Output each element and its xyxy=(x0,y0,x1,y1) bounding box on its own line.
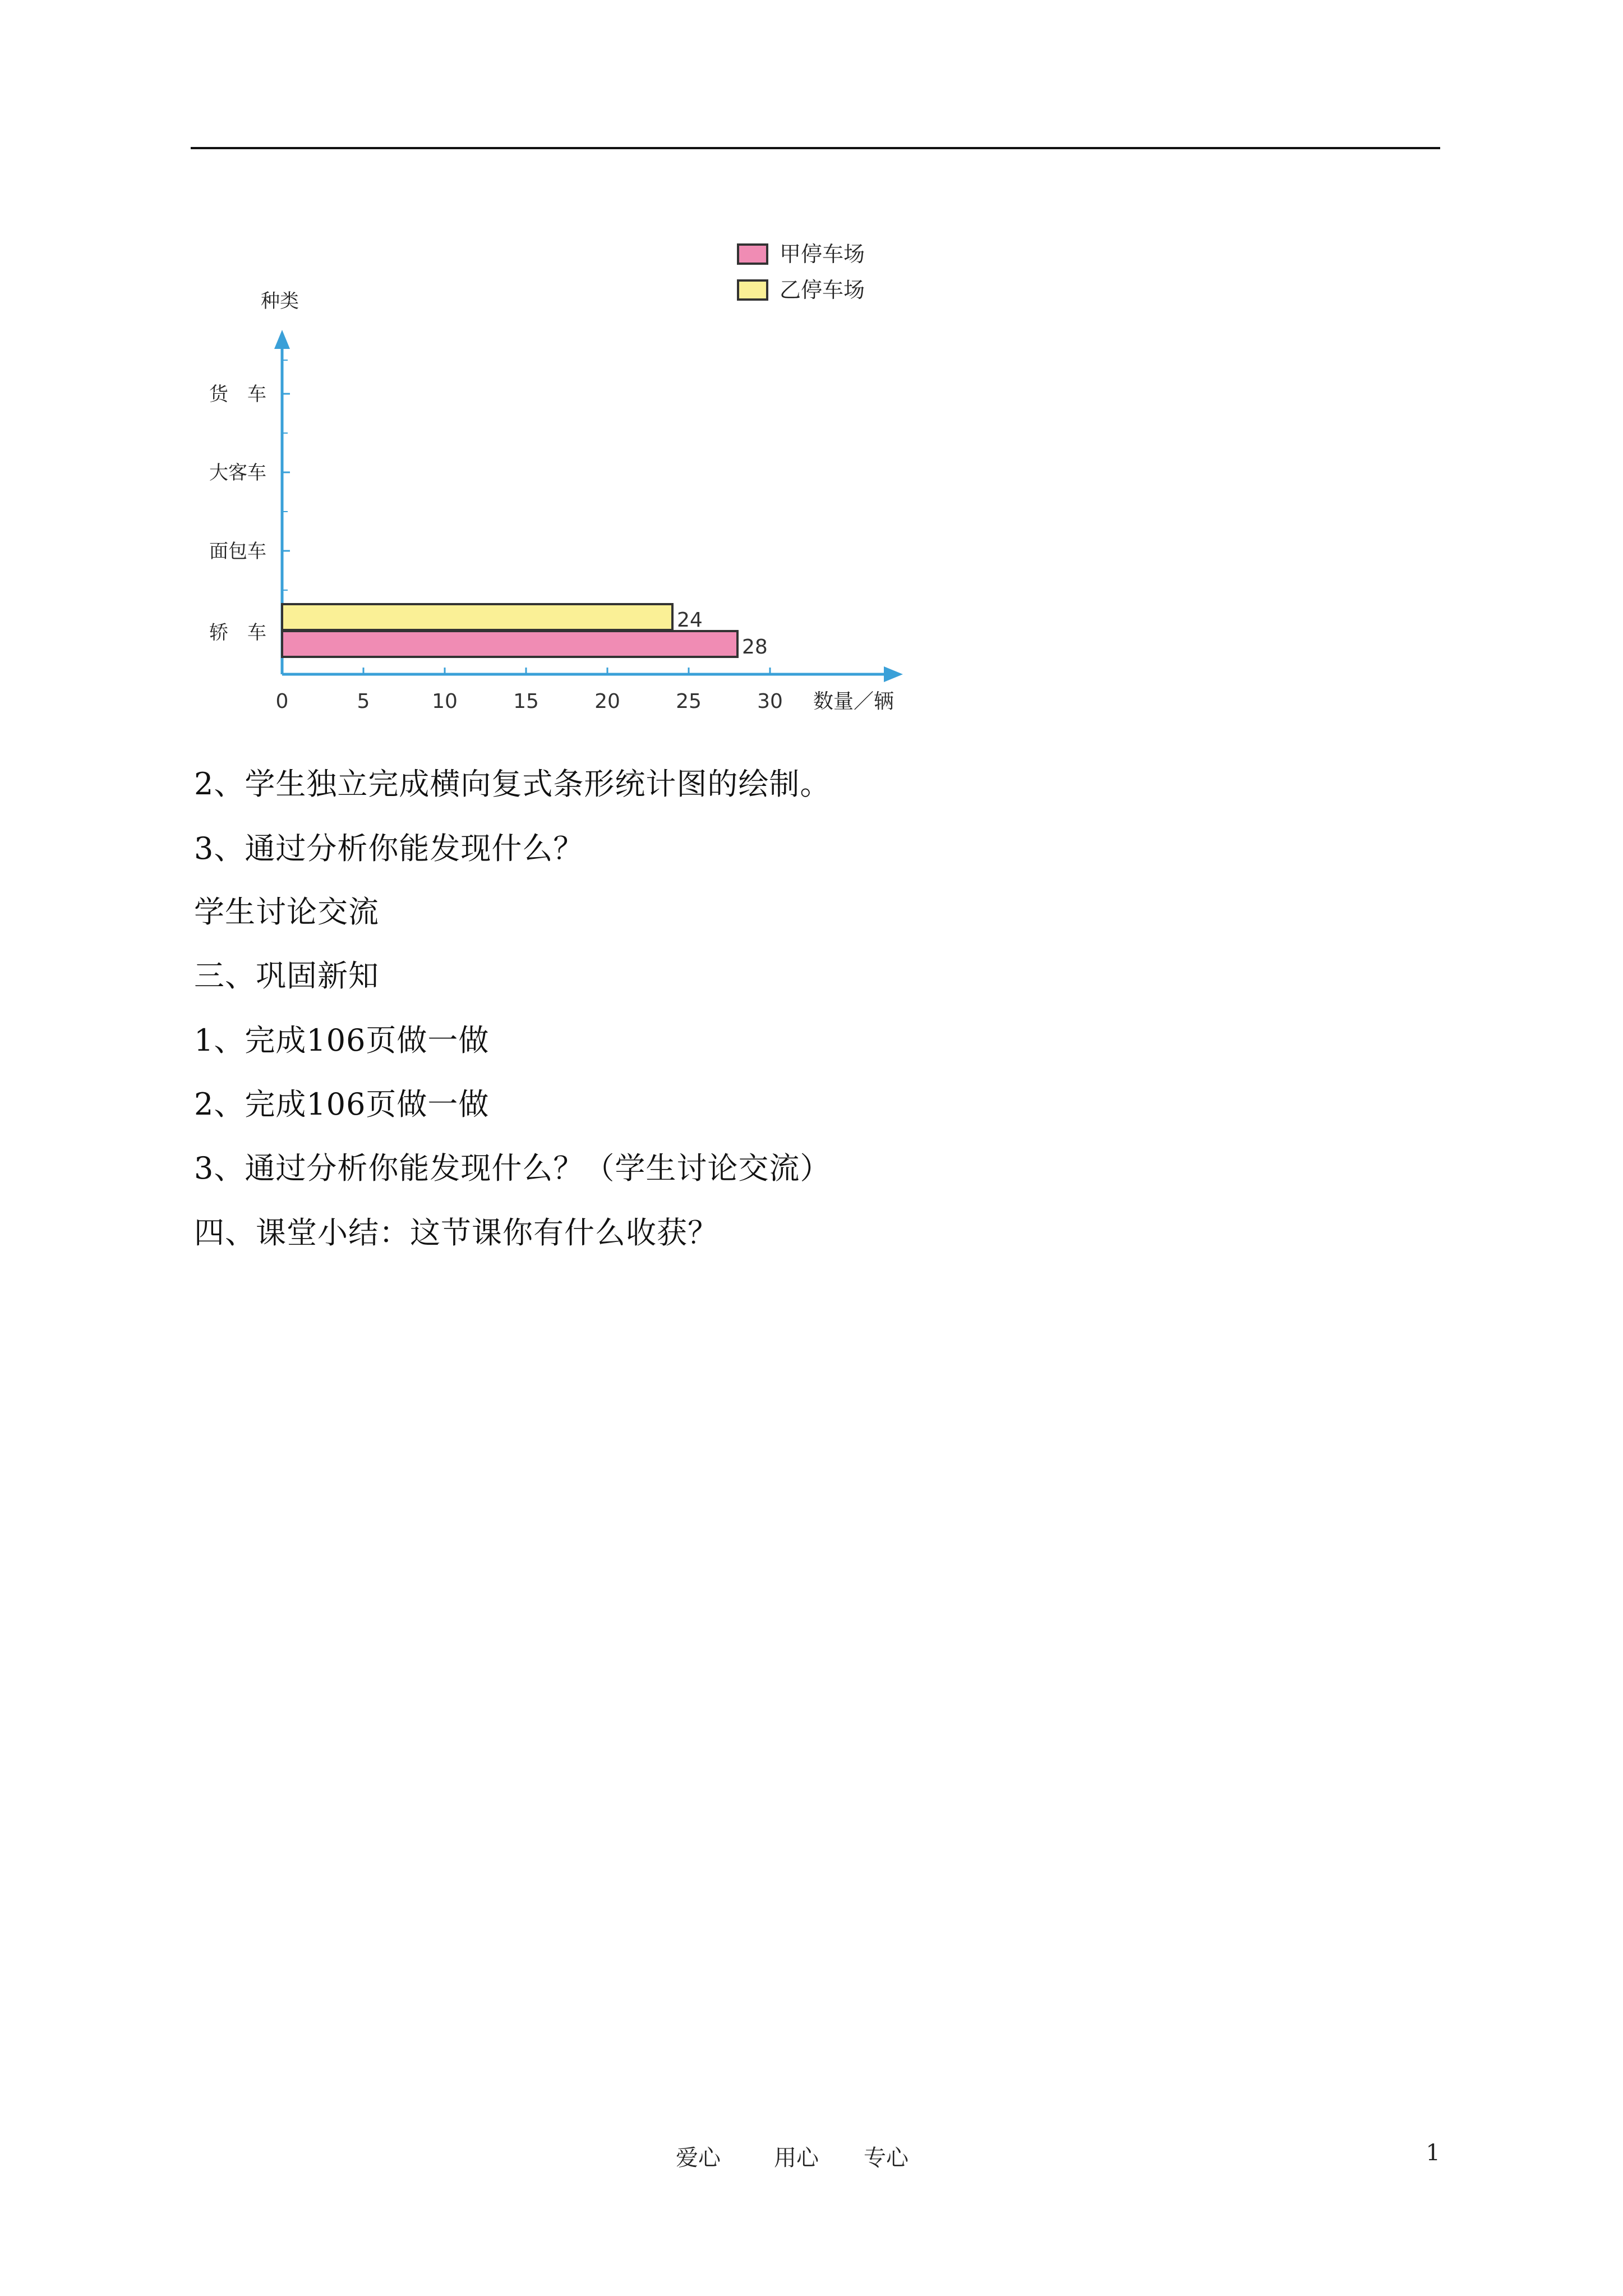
y-axis-arrow xyxy=(274,330,290,349)
page-number: 1 xyxy=(1426,2140,1440,2166)
x-tick-label-0: 0 xyxy=(275,690,289,713)
y-tick-label-3: 货 车 xyxy=(209,383,266,406)
body-line-1: 2、学生独立完成横向复式条形统计图的绘制。 xyxy=(194,766,831,802)
data-label-a-0: 28 xyxy=(742,636,768,659)
x-axis-title: 数量／辆 xyxy=(813,690,895,713)
footer-text-1: 爱心 xyxy=(676,2145,721,2171)
body-line-3: 学生讨论交流 xyxy=(194,894,379,930)
x-tick-label-5: 25 xyxy=(676,690,702,713)
x-tick-label-2: 10 xyxy=(432,690,458,713)
legend-swatch-0 xyxy=(738,245,767,264)
body-line-7: 3、通过分析你能发现什么？（学生讨论交流） xyxy=(194,1151,831,1186)
legend-swatch-1 xyxy=(738,280,767,300)
legend-label-0: 甲停车场 xyxy=(780,242,865,266)
body-line-2: 3、通过分析你能发现什么？ xyxy=(194,831,584,866)
footer-text-3: 专心 xyxy=(864,2145,909,2171)
legend-label-1: 乙停车场 xyxy=(780,278,865,302)
x-tick-label-3: 15 xyxy=(513,690,539,713)
x-tick-label-4: 20 xyxy=(594,690,620,713)
footer-text-2: 用心 xyxy=(774,2145,819,2171)
x-tick-label-6: 30 xyxy=(757,690,783,713)
bar-b-0 xyxy=(282,604,672,630)
y-tick-label-2: 大客车 xyxy=(209,462,266,484)
y-tick-label-0: 轿 车 xyxy=(209,622,266,644)
body-line-8: 四、课堂小结：这节课你有什么收获？ xyxy=(194,1215,718,1250)
body-line-6: 2、完成106页做一做 xyxy=(194,1087,490,1122)
x-axis-arrow xyxy=(884,666,903,682)
bar-a-0 xyxy=(282,631,737,657)
y-axis-title: 种类 xyxy=(261,290,299,312)
x-tick-label-1: 5 xyxy=(357,690,370,713)
y-tick-label-1: 面包车 xyxy=(209,540,266,563)
data-label-b-0: 24 xyxy=(677,609,703,632)
body-line-5: 1、完成106页做一做 xyxy=(194,1023,490,1058)
body-line-4: 三、巩固新知 xyxy=(194,958,379,993)
